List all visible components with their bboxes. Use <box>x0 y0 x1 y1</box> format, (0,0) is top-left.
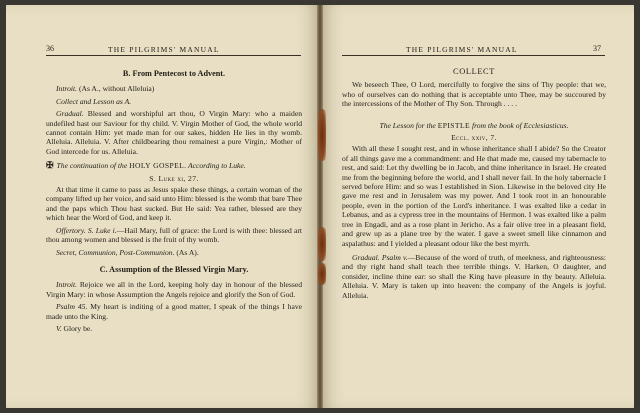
gloria: V. Glory be. <box>56 323 93 333</box>
open-book <box>6 5 634 408</box>
secret-line: Secret, Communion, Post-Communion. (As A). <box>56 247 199 257</box>
book-spine <box>317 5 323 408</box>
psalm: Psalm 45. My heart is inditing of a good matter, I speak of the things I have made unto the King. <box>46 302 302 321</box>
binding-stain <box>318 227 326 261</box>
page-number: 36 <box>46 44 54 53</box>
running-head: THE PILGRIMS' MANUAL <box>406 45 518 54</box>
introit: Introit. (As A., without Alleluia) <box>56 84 155 94</box>
offertory: Offertory. S. Luke i.—Hail Mary, full of grace: the Lord is with thee: blessed art thou among women and blessed is the fruit of thy womb. <box>46 225 303 245</box>
gospel-reference: S. Luke xi, 27. <box>149 173 199 183</box>
binding-stain <box>318 109 326 161</box>
gradual: Gradual. Blessed and worshipful art thou, O Virgin Mary: who a maiden undefiled hast our Saviour for thy child. V. Virgin Mother of God, the whole world cannot contain Him: yet made man for our sakes, hidden He lies in thy womb. Alleluia. Alleluia. V. After childbearing thou remainest a pure Virgin,: Mother of God intercede for us. Alleluia. <box>46 109 302 156</box>
gospel-intro: ✠ The continuation of the HOLY GOSPEL. According to Luke. <box>46 160 246 171</box>
lesson-text: With all these I sought rest, and in whose inheritance shall I abide? So the Creator of all things gave me a commandment: and He that made me, caused my tabernacle to rest, and said: Let thy dwelling be in Jacob, and thine inheritance in Israel. He created me from the beginning before the world, and I shall never fail. In the holy tabernacle I served before Him: and so was I established in Sion. Likewise in the beloved city He gave me rest and in Jerusalem was my power. And I took root in an honourable people, even in the portion of the Lord's inheritance. I was exalted like a cedar in Lebanus, and as a cypress tree in the mountains of Hermon. I was exalted like a palm tree in Engadi, and as a rose plant in Jericho. As a fair olive tree in a pleasant field, and grew up as a plane tree by the water. I gave a sweet smell like cinnamon and aspalathus: and I yielded a pleasant odour like the best myrrh. <box>342 144 606 248</box>
collect-note: Collect and Lesson as A. <box>56 96 132 106</box>
right-page <box>320 5 634 408</box>
page-number: 37 <box>593 44 601 53</box>
header-rule <box>342 55 605 56</box>
right-column <box>342 65 606 303</box>
gospel-text: At that time it came to pass as Jesus spake these things, a certain woman of the company lifted up her voice, and said unto Him: blessed is the womb that bare Thee and the paps which Thou hast sucked. But He said: Yea rather, blessed are they which hear the Word of God, and keep it. <box>46 185 302 223</box>
running-head: THE PILGRIMS' MANUAL <box>108 45 220 54</box>
section-title: C. Assumption of the Blessed Virgin Mary. <box>99 264 249 274</box>
gradual: Gradual. Psalm v.—Because of the word of truth, of meekness, and righteousness: and thy right hand shall teach thee terrible things. V. Harken, O daughter, and consider, incline thine ear: so shall the King have pleasure in thy beauty. Alleluia. Alleluia. V. Mary is taken up into heaven: the company of the Angels is joyful. Alleluia. <box>342 252 606 300</box>
lesson-heading: The Lesson for the EPISTLE from the book of Ecclesiasticus. <box>379 120 569 130</box>
header-rule <box>46 55 301 56</box>
collect-text: We beseech Thee, O Lord, mercifully to forgive the sins of Thy people: that we, who of ourselves can do nothing that is acceptable unto Thee, may be succoured by the intercessions of the Mother of Thy Son. Through . . . . <box>342 80 606 109</box>
section-title: B. From Pentecost to Advent. <box>122 69 226 78</box>
lesson-reference: Eccl. xxiv, 7. <box>451 133 497 143</box>
introit: Introit. Rejoice we all in the Lord, keeping holy day in honour of the blessed Virgin Mary: in whose Assumption the Angels rejoice and glorify the Son of God. <box>46 280 302 299</box>
binding-stain <box>318 263 326 285</box>
left-column <box>46 65 302 336</box>
collect-title: COLLECT <box>453 67 495 76</box>
cross-icon: ✠ <box>46 160 54 171</box>
left-page <box>6 5 320 408</box>
